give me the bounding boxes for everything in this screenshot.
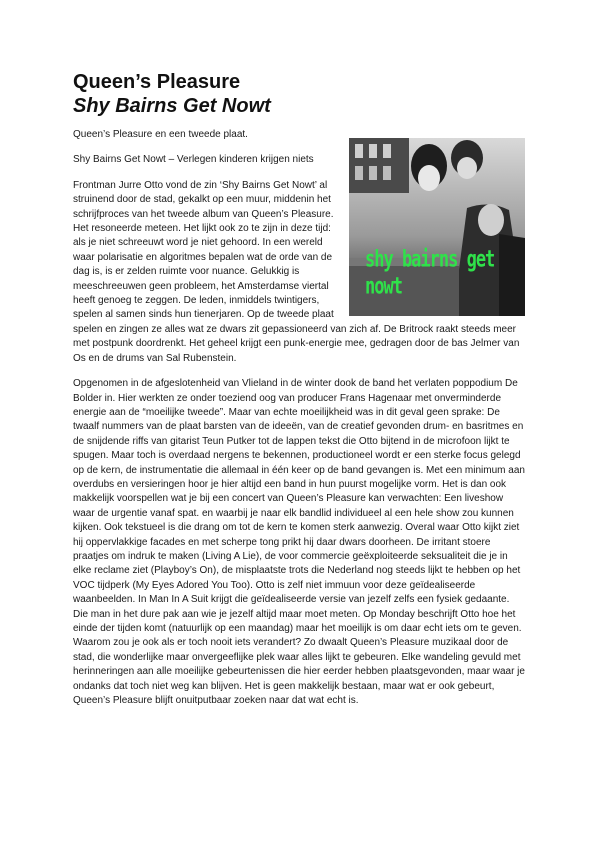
album-cover-title: shy bairns get nowt [365, 246, 495, 300]
paragraph-2: Opgenomen in de afgeslotenheid van Vlieland in de winter dook de band het verlaten poppodium De Bolder in. Hier werkten ze onder toeziend oog van producer Frans Hagenaar met onverminderde energie aan de “moeilijke tweede”. Maar van echte moeilijkheid was in dit geval geen sprake: De twaalf nummers van de plaat barsten van de ideeën, van de creatief gevonden drum- en basritmes en de snijdende riffs van gitarist Teun Putker tot de lappen tekst die Otto bijtend in de microfoon lijkt te spugen. Maar toch is overdaad nergens te bekennen, productioneel wordt er een sterke focus gelegd op de kern, de instrumentatie die allemaal in één keer op de band gevangen is. Met een minimum aan overdubs en versieringen hoor je hier altijd een band in hun puurst mogelijke vorm. Het is dan ook makkelijk voorspellen wat je bij een concert van Queen’s Pleasure kan verwachten: Een liveshow waar de urgentie vanaf spat. en waarbij je naar elk bandlid individueel al een hele show zou kunnen kijken. Ook tekstueel is die drang om tot de kern te komen sterk aanwezig. Overal waar Otto kijkt ziet hij oppervlakkige facades en met scherpe tong prikt hij daar dwars doorheen. De irritant stoere praatjes om indruk te maken (Living A Lie), de voor commercie geëxploiteerde seksualiteit die je in elke reclame ziet (Playboy’s On), de misplaatste trots die Nederland nog steeds lijkt te hebben op het VOC tijdperk (My Eyes Adored You Too). Otto is zelf niet immuun voor deze geïdealiseerde waanbeelden. In Man In A Suit krijgt die geïdealiseerde versie van jezelf zelfs een fysiek gedaante. Die man in het dure pak aan wie je jezelf altijd maar moet meten. Op Monday beschrijft Otto hoe het einde der tijden komt (natuurlijk op een maandag) maar het moeilijk is om daar echt iets om te geven. Waarom zou je ook als er toch nooit iets verandert? Zo dwaalt Queen’s Pleasure muzikaal door de stad, die wonderlijke maar onvergeeflijke plek waar alles lijkt te gebeuren. Elke wandeling gevuld met herinneringen aan alle moeilijke gebeurtenissen die hier eerder hebben plaatsgevonden, maar waar je ondanks dat toch niet weg kan blijven. Het is geen makkelijk bestaan, maar wat er ook gebeurt, Queen’s Pleasure blijft onuitputbaar zoeken naar dat wat echt is. [73, 378, 525, 707]
intro-line-1: Queen’s Pleasure en een tweede plaat. [73, 129, 248, 140]
paragraph-1: Frontman Jurre Otto vond de zin ‘Shy Bairns Get Nowt’ al struinend door de stad, gekalkt op een muur, middenin het schrijfproces van het tweede album van Queen’s Pleasure. Het resoneerde meteen. Het lijkt ook zo te zijn in deze tijd: als je niet schreeuwt word je niet gehoord. In een wereld waar polarisatie en algoritmes bepalen wat de orde van de dag is, is er zelden ruimte voor nuance. Gelukkig is meeschreeuwen geen probleem, het Amsterdamse viertal heeft genoeg te zeggen. De leden, inmiddels twintigers, spelen al samen sinds hun tienerjaren. Op de tweede plaat spelen en zingen ze alles wat ze dwars zit gepassioneerd van zich af. De Britrock raakt steeds meer met postpunk doordrenkt. Het geheel krijgt een punk-energie mee, gedragen door de bas Jelmer van Os en de drums van Sal Rubenstein. [73, 179, 520, 364]
article [73, 70, 525, 719]
album-cover [349, 138, 525, 316]
article-subtitle: Shy Bairns Get Nowt [73, 95, 271, 117]
article-title: Queen’s Pleasure [73, 71, 241, 93]
intro-line-2: Shy Bairns Get Nowt – Verlegen kinderen krijgen niets [73, 154, 314, 166]
